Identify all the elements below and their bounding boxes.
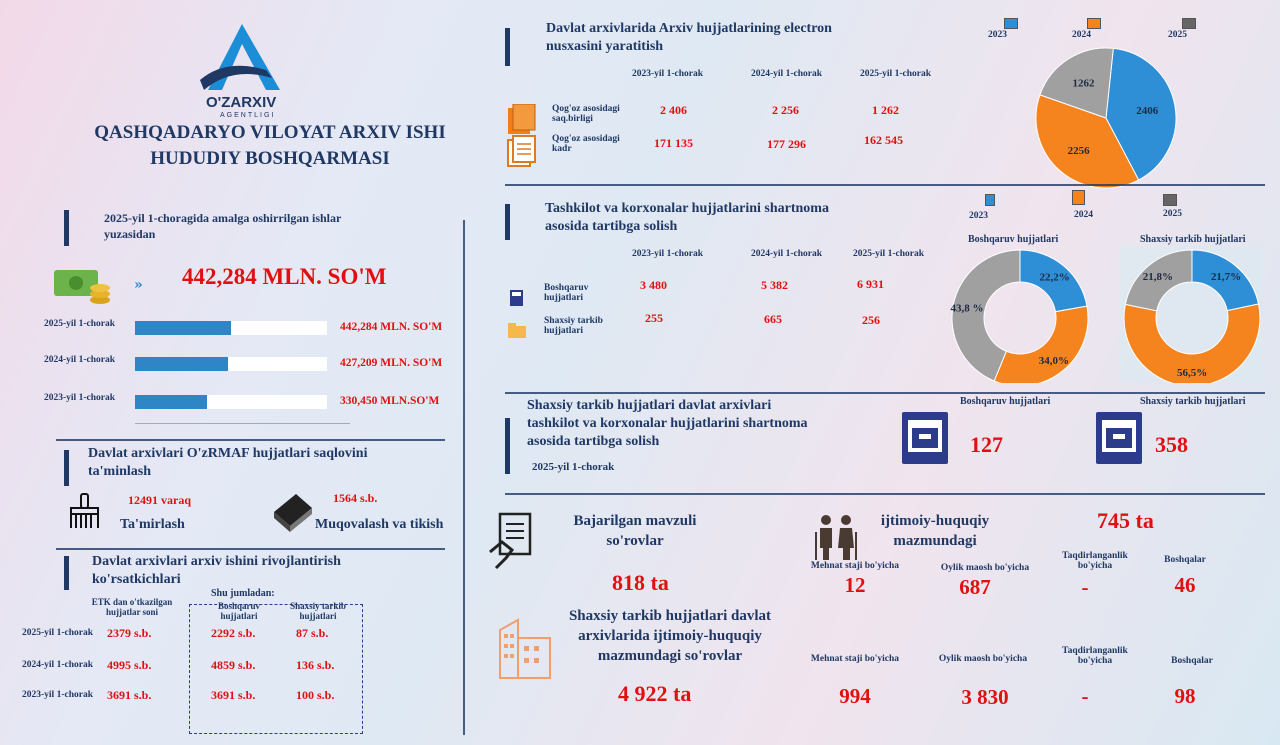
personnel-heading-line3: asosida tartibga solish [527,434,660,449]
social-heading [860,511,1010,551]
thematic-value: 818 ta [612,570,669,595]
p-cat-3: Taqdirlanganlik bo'yicha [1062,646,1128,666]
summary-row-value: 442,284 MLN. SO'M [340,321,443,333]
social-cat-4: Boshqalar [1164,555,1206,565]
legend-swatch-2024 [1087,18,1101,29]
dev-row-label: 2025-yil 1-chorak [22,628,93,638]
legend-2023: 2023 [988,30,1007,40]
dev-row-label: 2023-yil 1-chorak [22,690,93,700]
summary-row-value: 427,209 MLN. SO'M [340,357,443,369]
donut1-title: Boshqaruv hujjatlari [968,234,1059,245]
social-heading-line1: ijtimoiy-huquqiy [880,513,990,529]
repair-value: 12491 varaq [128,493,191,507]
legend-2024: 2024 [1074,210,1093,220]
contract-row1-2025: 6 931 [857,277,884,291]
legend-swatch-2023 [985,194,995,206]
brush-icon [68,492,102,530]
personnel-period: 2025-yil 1-chorak [532,461,615,473]
p-cat-4: Boshqalar [1171,656,1213,666]
electronic-col-2023: 2023-yil 1-chorak [632,69,703,79]
social-total: 745 ta [1097,508,1154,533]
safety-heading: Davlat arxivlari O'zRMAF hujjatlari saqlovini ta'minlash [88,446,368,479]
legend-2024: 2024 [1072,30,1091,40]
section-marker [64,450,69,486]
dev-row-label: 2024-yil 1-chorak [22,660,93,670]
personnel-heading [527,397,857,451]
archive-box-icon [900,410,950,466]
contract-heading-line2: asosida tartibga solish [545,219,678,234]
personnel-heading-line2: tashkilot va korxonalar hujjatlarini shartnoma [527,416,808,431]
thematic-heading-line1: Bajarilgan mavzuli [573,513,697,529]
logo-icon [196,18,288,98]
legend-swatch-2025 [1182,18,1196,29]
electronic-heading-line2: nusxasini yaratitish [546,39,664,54]
thematic-heading [560,511,710,551]
section-marker [505,28,510,66]
document-icon [507,288,527,342]
section-marker [505,204,510,240]
dev-row-total: 2379 s.b. [107,626,152,640]
summary-bar-fill [135,321,231,335]
money-icon [52,266,114,306]
social-cat-1: Mehnat staji bo'yicha [810,561,900,571]
electronic-col-2025: 2025-yil 1-chorak [860,69,931,79]
donut2-title: Shaxsiy tarkib hujjatlari [1140,234,1246,245]
contract-row2-2024: 665 [764,312,782,326]
divider [505,392,1265,394]
summary-bar-fill [135,357,228,371]
pie-chart-electronic [1030,40,1190,190]
contract-col-2024: 2024-yil 1-chorak [751,249,822,259]
binding-value: 1564 s.b. [333,491,378,505]
thematic-heading-line2: so'rovlar [606,533,664,549]
legend-swatch-2023 [1004,18,1018,29]
contract-row1-label: Boshqaruv hujjatlari [544,283,589,303]
personnel-s-title: Shaxsiy tarkib hujjatlari [1140,396,1246,407]
legend-2023: 2023 [969,211,988,221]
summary-heading: 2025-yil 1-choragida amalga oshirrilgan ishlar yuzasidan [104,211,342,241]
contract-row1-2023: 3 480 [640,278,667,292]
p-val-1: 994 [839,684,871,708]
divider [56,439,445,441]
electronic-row1-2024: 2 256 [772,103,799,117]
repair-label: Ta'mirlash [120,517,185,532]
pie-label-2025: 1262 [1072,77,1095,90]
legend-2025: 2025 [1163,209,1182,219]
electronic-row2-2024: 177 296 [767,137,806,151]
social-heading-line2: mazmundagi [893,533,977,549]
divider [56,548,445,550]
p-requests-heading-line3: mazmundagi so'rovlar [597,648,743,664]
personnel-s-value: 358 [1155,432,1188,457]
p-val-4: 98 [1174,684,1196,708]
dev-row-shaxsiy: 136 s.b. [296,658,335,672]
donut-chart-boshqaruv [944,243,1094,383]
pie-label-2023: 2406 [1136,105,1159,118]
summary-row-label: 2025-yil 1-chorak [44,319,115,329]
summary-bar-fill [135,395,207,409]
social-cat-3: Taqdirlanganlik bo'yicha [1062,551,1128,571]
org-title-line2: HUDUDIY BOSHQARMASI [150,148,390,169]
contract-row2-2023: 255 [645,311,663,325]
contract-col-2023: 2023-yil 1-chorak [632,249,703,259]
section-marker [505,418,510,474]
electronic-row1-2025: 1 262 [872,103,899,117]
legend-swatch-2024 [1072,190,1085,205]
logo [196,18,288,126]
pie-label-2024: 56,5% [1177,366,1208,379]
social-val-3: - [1081,575,1089,599]
contract-row2-label: Shaxsiy tarkib hujjatlari [544,316,603,336]
contract-row2-2025: 256 [862,313,880,327]
summary-axis [135,423,350,424]
divider [505,184,1265,186]
pie-label-2024: 2256 [1067,144,1090,157]
social-cat-2: Oylik maosh bo'yicha [940,563,1030,573]
pie-label-2024: 34,0% [1038,355,1070,368]
divider [463,220,465,735]
section-marker [64,210,69,246]
personnel-b-value: 127 [970,432,1003,457]
legend-swatch-2025 [1163,194,1177,206]
electronic-row2-2025: 162 545 [864,133,903,147]
electronic-row2-label: Qog'oz asosidagi kadr [552,134,620,154]
p-requests-heading [540,606,800,666]
pie-label-2025: 21,8% [1142,271,1173,284]
dev-including: Shu jumladan: [211,588,275,599]
p-requests-total: 4 922 ta [618,681,692,706]
contract-heading-line1: Tashkilot va korxonalar hujjatlarini shartnoma [545,201,829,216]
archive-box-icon [1094,410,1144,466]
contract-row1-2024: 5 382 [761,278,788,292]
electronic-heading [546,20,946,56]
social-val-1: 12 [844,573,866,597]
summary-row-value: 330,450 MLN.SO'M [340,395,440,407]
summary-total: 442,284 MLN. SO'M [182,264,387,289]
personnel-heading-line1: Shaxsiy tarkib hujjatlari davlat arxivlari [527,398,772,413]
summary-row-label: 2024-yil 1-chorak [44,355,115,365]
social-val-4: 46 [1174,573,1196,597]
dev-row-boshqaruv: 4859 s.b. [211,658,256,672]
personnel-b-title: Boshqaruv hujjatlari [960,396,1051,407]
logo-text: O'ZARXIV [206,94,277,111]
electronic-heading-line1: Davlat arxivlarida Arxiv hujjatlarining electron [546,21,832,36]
contract-heading [545,200,905,236]
binding-label: Muqovalash va tikish [315,517,444,532]
donut-chart-shaxsiy [1116,243,1266,383]
section-marker [64,556,69,590]
form-icon [488,512,534,570]
dev-row-total: 4995 s.b. [107,658,152,672]
dev-row-boshqaruv: 2292 s.b. [211,626,256,640]
electronic-col-2024: 2024-yil 1-chorak [751,69,822,79]
dev-row-boshqaruv: 3691 s.b. [211,688,256,702]
divider [505,493,1265,495]
p-cat-2: Oylik maosh bo'yicha [938,654,1028,664]
electronic-row1-2023: 2 406 [660,103,687,117]
dev-col2-header: Boshqaruv hujjatlari [217,601,261,621]
logo-subtext: AGENTLIGI [220,112,276,119]
p-val-3: - [1081,684,1089,708]
contract-col-2025: 2025-yil 1-chorak [853,249,924,259]
pie-slice-2024 [994,306,1088,383]
pie-label-2023: 22,2% [1039,271,1070,284]
dev-heading: Davlat arxivlari arxiv ishini rivojlantirish ko'rsatkichlari [92,554,341,587]
p-cat-1: Mehnat staji bo'yicha [810,654,900,664]
book-icon [270,490,316,532]
p-requests-heading-line1: Shaxsiy tarkib hujjatlari davlat [568,608,772,624]
dev-row-shaxsiy: 87 s.b. [296,626,329,640]
summary-row-label: 2023-yil 1-chorak [44,393,115,403]
dev-col1-header: ETK dan o'tkazilgan hujjatlar soni [91,597,173,617]
arrow-icon: » [134,277,143,293]
social-val-2: 687 [959,575,991,599]
electronic-row1-label: Qog'oz asosidagi saq.birligi [552,104,620,124]
dev-col3-header: Shaxsiy tarkib hujjatlari [290,601,346,621]
dev-row-shaxsiy: 100 s.b. [296,688,335,702]
org-title [55,120,485,172]
pie-label-2023: 21,7% [1210,271,1242,284]
p-val-2: 3 830 [961,685,1009,709]
org-title-line1: QASHQADARYO VILOYAT ARXIV ISHI [94,122,446,143]
legend-2025: 2025 [1168,30,1187,40]
elderly-people-icon [812,512,860,562]
pie-label-2025: 43,8 % [950,302,984,315]
p-requests-heading-line2: arxivlarida ijtimoiy-huquqiy [578,628,762,644]
dev-row-total: 3691 s.b. [107,688,152,702]
papers-icon [504,104,540,168]
electronic-row2-2023: 171 135 [654,136,693,150]
